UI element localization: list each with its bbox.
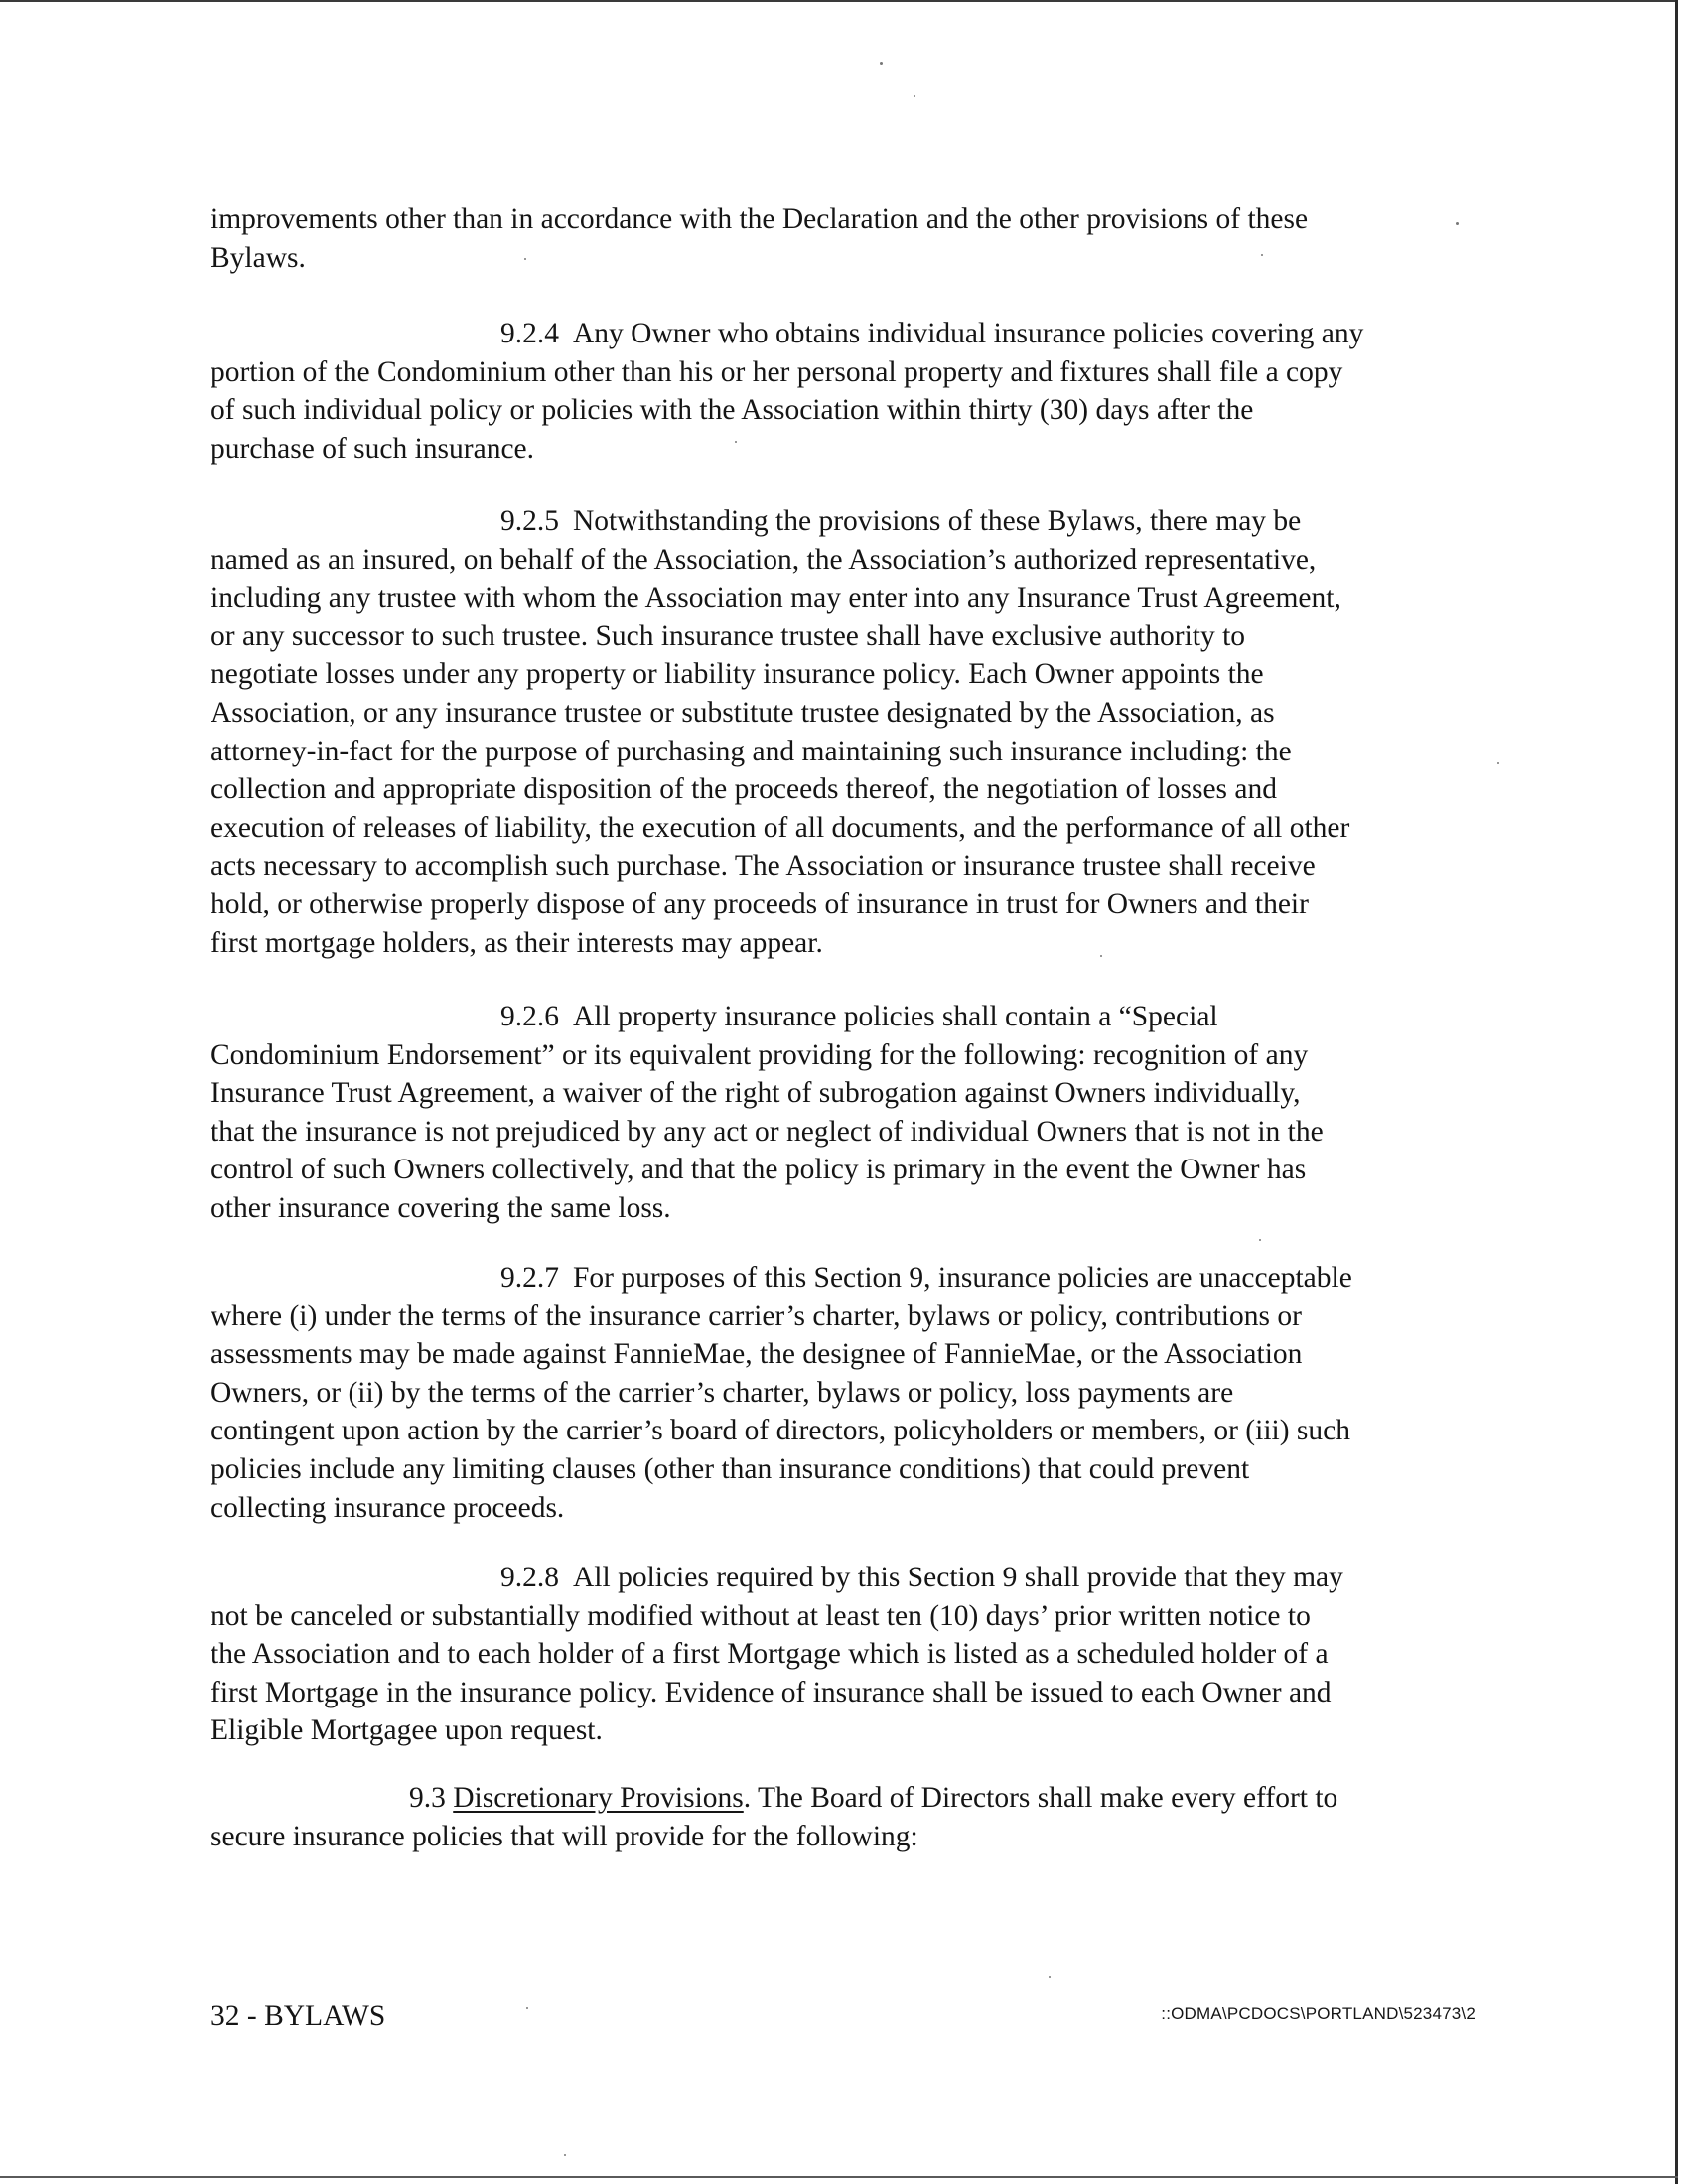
text-line: of such individual policy or policies with the Association within thirty (30) days after the <box>211 394 1254 427</box>
text-line: assessments may be made against FannieMae, the designee of FannieMae, or the Association <box>211 1338 1303 1371</box>
paragraph-continuation <box>211 201 1481 277</box>
paragraph-first-line <box>211 1559 1481 1597</box>
text-line: where (i) under the terms of the insurance carrier’s charter, bylaws or policy, contributions or <box>211 1299 1302 1332</box>
scan-speck <box>880 62 883 65</box>
text-line: negotiate losses under any property or liability insurance policy. Each Owner appoints the <box>211 658 1264 691</box>
text-line: collecting insurance proceeds. <box>211 1491 565 1524</box>
text-line: or any successor to such trustee. Such insurance trustee shall have exclusive authority to <box>211 619 1246 652</box>
text-line: . The Board of Directors shall make every effort to <box>743 1782 1338 1814</box>
text-line: including any trustee with whom the Association may enter into any Insurance Trust Agreement, <box>211 582 1341 614</box>
section-number: 9.2.8 <box>500 1562 559 1593</box>
scan-speck <box>564 2154 566 2156</box>
paragraph-9-3 <box>211 1779 1481 1855</box>
text-line: first Mortgage in the insurance policy. Evidence of insurance shall be issued to each Owner and <box>211 1676 1332 1708</box>
page-top-edge <box>0 0 1678 2</box>
text-line: hold, or otherwise properly dispose of any proceeds of insurance in trust for Owners and their <box>211 887 1309 920</box>
text-line: Eligible Mortgagee upon request. <box>211 1714 603 1747</box>
scan-speck <box>526 2007 528 2009</box>
text-line: collection and appropriate disposition of the proceeds thereof, the negotiation of losses and <box>211 773 1277 806</box>
section-number: 9.3 <box>409 1782 446 1814</box>
text-line: Insurance Trust Agreement, a waiver of the right of subrogation against Owners individually, <box>211 1077 1301 1110</box>
text-line: control of such Owners collectively, and that the policy is primary in the event the Owner has <box>211 1154 1307 1186</box>
paragraph-first-line <box>211 1259 1481 1297</box>
scan-speck <box>1259 1239 1261 1241</box>
paragraph-9-2-4 <box>211 315 1481 468</box>
text-line: that the insurance is not prejudiced by any act or neglect of individual Owners that is not in the <box>211 1115 1324 1148</box>
text-line: portion of the Condominium other than his or her personal property and fixtures shall file a copy <box>211 355 1343 388</box>
section-number: 9.2.5 <box>500 505 559 537</box>
page-bottom-edge <box>0 2176 1678 2178</box>
text-line: All policies required by this Section 9 shall provide that they may <box>573 1562 1343 1593</box>
text-line: first mortgage holders, as their interests may appear. <box>211 926 823 959</box>
footer-doc-path: ::ODMA\PCDOCS\PORTLAND\523473\2 <box>1161 2004 1476 2023</box>
text-line: Notwithstanding the provisions of these Bylaws, there may be <box>573 505 1302 537</box>
text-line: All property insurance policies shall contain a “Special <box>573 1001 1218 1032</box>
paragraph-9-2-6 <box>211 998 1481 1228</box>
section-heading: Discretionary Provisions <box>453 1782 744 1814</box>
text-line: Any Owner who obtains individual insurance policies covering any <box>573 318 1364 349</box>
text-line: Condominium Endorsement” or its equivalent providing for the following: recognition of any <box>211 1038 1309 1071</box>
text-line: named as an insured, on behalf of the Association, the Association’s authorized representative, <box>211 543 1317 576</box>
footer-page-label: 32 - BYLAWS <box>211 2000 386 2032</box>
text-line: policies include any limiting clauses (other than insurance conditions) that could prevent <box>211 1452 1250 1485</box>
paragraph-first-line <box>211 502 1481 541</box>
text-line: contingent upon action by the carrier’s board of directors, policyholders or members, or (iii) such <box>211 1415 1350 1447</box>
section-number: 9.2.7 <box>500 1262 559 1294</box>
text-line: For purposes of this Section 9, insurance policies are unacceptable <box>573 1262 1352 1294</box>
text-line: Association, or any insurance trustee or substitute trustee designated by the Association, as <box>211 696 1275 729</box>
page-right-edge <box>1675 0 1678 2184</box>
text-line: other insurance covering the same loss. <box>211 1191 671 1224</box>
text-line: improvements other than in accordance with the Declaration and the other provisions of these <box>211 204 1309 235</box>
text-line: secure insurance policies that will provide for the following: <box>211 1820 918 1852</box>
scan-speck <box>1049 1976 1051 1978</box>
text-line: the Association and to each holder of a first Mortgage which is listed as a scheduled holder of a <box>211 1638 1329 1671</box>
paragraph-first-line <box>211 998 1481 1036</box>
text-line: execution of releases of liability, the execution of all documents, and the performance of all other <box>211 811 1350 844</box>
scan-speck <box>914 95 915 97</box>
text-line: acts necessary to accomplish such purchase. The Association or insurance trustee shall receive <box>211 850 1316 883</box>
section-number: 9.2.6 <box>500 1001 559 1032</box>
paragraph-9-2-7 <box>211 1259 1481 1527</box>
section-number: 9.2.4 <box>500 318 559 349</box>
scan-speck <box>1497 762 1499 764</box>
text-line: not be canceled or substantially modified without at least ten (10) days’ prior written notice to <box>211 1599 1311 1632</box>
paragraph-9-2-8 <box>211 1559 1481 1750</box>
text-line: purchase of such insurance. <box>211 432 535 465</box>
paragraph-first-line <box>211 315 1481 353</box>
text-line: attorney-in-fact for the purpose of purchasing and maintaining such insurance including: the <box>211 735 1292 767</box>
paragraph-9-2-5 <box>211 502 1481 962</box>
text-line: Owners, or (ii) by the terms of the carrier’s charter, bylaws or policy, loss payments are <box>211 1376 1234 1409</box>
paragraph-first-line <box>211 1779 1481 1818</box>
text-line: Bylaws. <box>211 241 306 274</box>
